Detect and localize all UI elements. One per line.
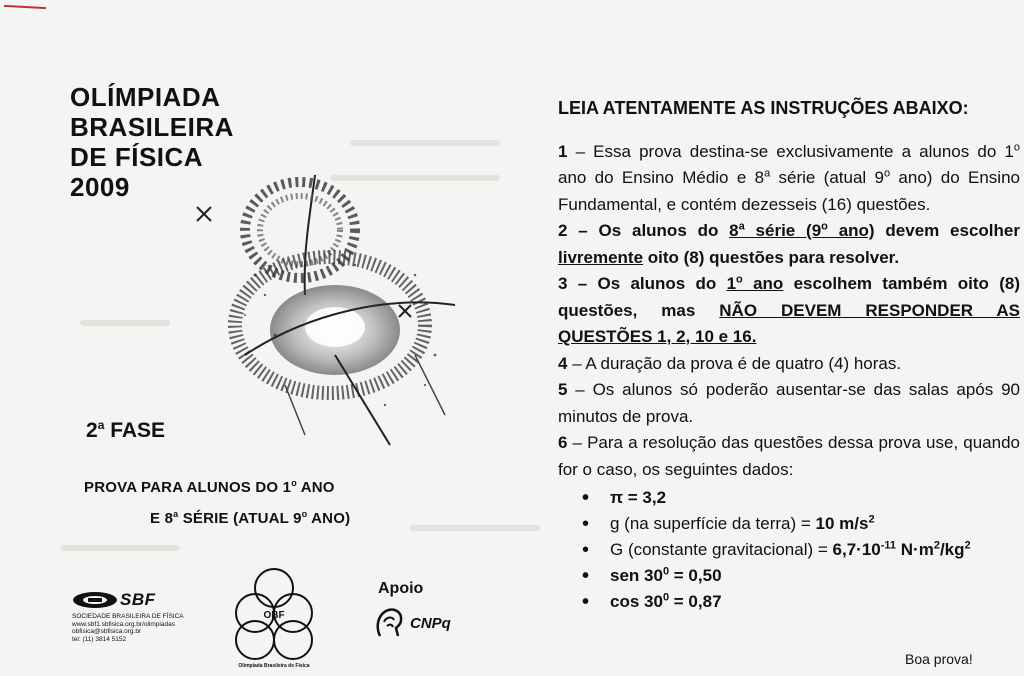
constant-text: g (na superfície da terra) = [610,514,816,533]
instruction-text: ano [742,274,784,293]
instruction-text: 8 [729,221,739,240]
instruction-sup: a [738,220,745,233]
constant-exponent: 0 [662,565,670,578]
target-line-2 [84,501,350,532]
constant-value: 6,7·10 [832,540,881,559]
target-text: ANO) [307,510,351,527]
closing-message: Boa prova! [905,651,973,667]
sbf-contact-line: www.sbf1.sbfisica.org.br/olimpiadas [72,620,175,628]
sbf-contact-line: SOCIEDADE BRASILEIRA DE FÍSICA [72,613,184,620]
instruction-underlined [727,274,784,293]
instruction-sup: o [821,220,828,233]
target-students-label [84,470,350,532]
constant-cos [582,589,1020,615]
bleed-through-line [410,525,540,531]
sbf-contact-line: obfisica@sbfisica.org.br [72,628,142,635]
title-line: DE FÍSICA [70,142,204,172]
instruction-1 [558,139,1020,219]
obf-caption: Olimpiada Brasileira de Física [238,663,310,669]
instruction-3 [558,271,1020,351]
instruction-text: ano) [827,221,875,240]
constant-sen [582,563,1020,589]
phase-ordinal: a [97,418,105,432]
instruction-text: escolhem também oito (8) questões, mas [558,274,1020,320]
bleed-through-line [60,545,180,551]
corner-pen-mark [4,5,46,9]
constant-G [582,537,1020,563]
instruction-4 [558,351,1020,378]
instruction-text: 2 – Os alunos do [558,221,730,240]
target-text: PROVA PARA ALUNOS DO 1 [84,479,292,496]
instruction-text: oito (8) questões para resolver. [643,247,900,267]
instruction-text: 1 [726,274,737,293]
instruction-text: – A duração da prova é de quatro (4) horas. [567,353,902,373]
constant-text: = 0,87 [669,592,722,611]
title-line: BRASILEIRA [70,112,234,142]
instruction-number: 5 [558,380,568,399]
cnpq-name: CNPq [410,614,451,632]
obf-label: OBF [263,610,285,621]
instruction-sup: o [736,273,743,286]
obf-rings-logo [228,566,320,674]
instruction-number: 4 [558,353,568,373]
instruction-2 [558,218,1020,271]
instruction-text: – Para a resolução das questões dessa prova use, quando for o caso, os seguintes dados: [558,433,1020,479]
sbf-contact-line: tel: (11) 3814 5152 [72,635,127,643]
instruction-text: – Os alunos só poderão ausentar-se das salas após 90 minutos de prova. [558,380,1020,426]
phase-number: 2 [86,419,98,442]
cover-artwork-illustration [185,155,475,455]
constant-exponent: 2 [964,539,971,552]
instruction-sup: o [1013,140,1020,153]
bleed-through-line [350,140,500,146]
constant-value: N·m [896,540,934,559]
instruction-text: ano) do Ensino Fundamental, e contém dezesseis (16) questões. [558,168,1020,214]
target-text: SÉRIE (ATUAL 9 [178,510,302,527]
constant-exponent: 2 [868,513,875,526]
sbf-logo-block [72,590,222,643]
instruction-text: – Essa prova destina-se exclusivamente a alunos do 1 [567,141,1014,161]
instruction-text: 3 – Os alunos do [558,274,727,293]
cnpq-head-icon [374,606,406,640]
instruction-6 [558,430,1020,483]
instructions-heading: LEIA ATENTAMENTE AS INSTRUÇÕES ABAIXO: [558,98,969,118]
constant-g [582,511,1020,537]
target-line-1 [84,470,350,501]
sbf-emblem-icon [72,591,118,609]
target-sup: o [291,478,297,488]
support-label: Apoio [378,580,424,597]
instruction-text: ano do Ensino Médio e 8 [558,168,765,187]
instruction-number: 6 [558,433,568,452]
instruction-text: série (9 [744,221,822,240]
constant-text: G (constante gravitacional) = [610,540,833,559]
instruction-text: série (atual 9 [770,168,884,187]
instruction-number: 1 [558,141,568,161]
constant-text: cos 30 [610,592,663,611]
constant-exponent: 2 [933,539,940,552]
constant-text: sen 30 [610,566,663,585]
title-year: 2009 [70,172,130,202]
title-line: OLÍMPIADA [70,82,221,112]
constant-exponent: 0 [662,591,670,604]
constant-value: /kg [939,540,965,559]
cnpq-logo [374,606,451,640]
bleed-through-line [80,320,170,326]
constant-text: = 0,50 [669,566,722,585]
constant-exponent: -11 [880,539,897,552]
target-sup: o [301,509,308,519]
instruction-5 [558,377,1020,430]
instruction-sup: a [764,167,771,180]
phase-word: FASE [104,419,166,442]
target-text: ANO [296,479,335,496]
target-text: E 8 [150,510,174,527]
instructions-section [558,95,1020,615]
constant-text: π = 3,2 [610,488,667,507]
instruction-underlined: livremente [558,247,644,267]
sbf-name: SBF [120,590,156,609]
constants-list [558,485,1020,615]
instruction-underlined [729,221,874,240]
sbf-logo [72,590,222,610]
constant-pi [582,485,1020,511]
instruction-text: devem escolher [874,221,1020,240]
instruction-sup: o [883,167,891,180]
instruction-underlined: NÃO DEVEM RESPONDER AS QUESTÕES 1, 2, 10 e 16. [558,300,1020,346]
constant-value: 10 m/s [815,514,869,533]
sbf-contact [72,613,222,643]
phase-label [86,418,165,443]
target-sup: a [173,509,179,519]
